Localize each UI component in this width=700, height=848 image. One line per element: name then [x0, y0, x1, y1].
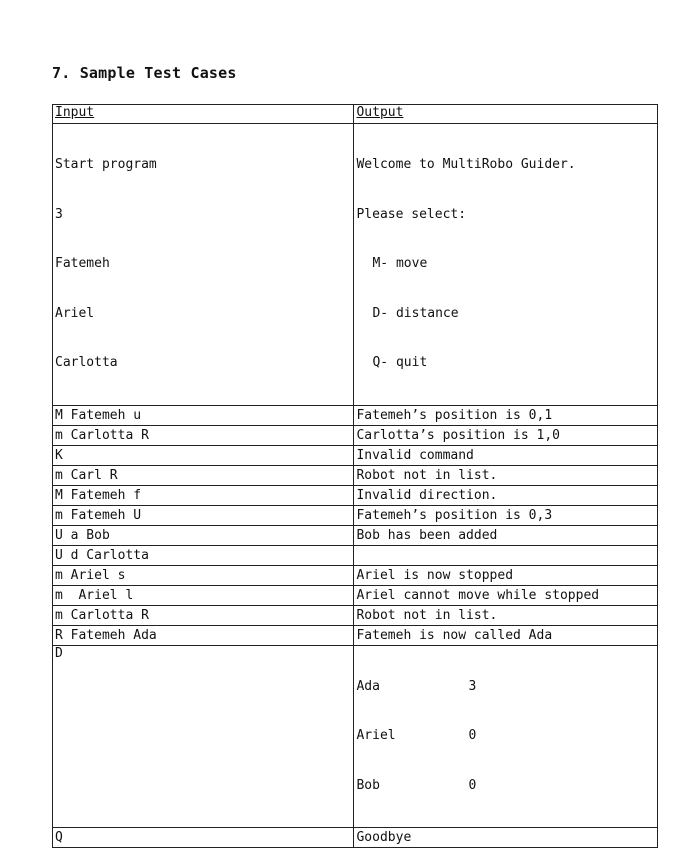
- table-row: [53, 525, 658, 545]
- quit-output-cell: Goodbye: [354, 828, 658, 848]
- input-line: Carlotta: [55, 355, 118, 370]
- quit-row: [53, 828, 658, 848]
- menu-option: M- move: [372, 256, 428, 271]
- input-line: 3: [55, 206, 63, 222]
- distance-entry: [356, 728, 655, 745]
- intro-input-cell: [53, 124, 354, 406]
- table-row: [53, 405, 658, 425]
- table-row: [53, 445, 658, 465]
- table-row: [53, 465, 658, 485]
- input-cell: m Fatemeh U: [53, 505, 354, 525]
- output-cell: Ariel cannot move while stopped: [354, 585, 658, 605]
- input-line: Fatemeh: [55, 256, 110, 271]
- output-cell: Invalid command: [354, 445, 658, 465]
- output-line: Welcome to MultiRobo Guider.: [356, 157, 576, 172]
- robot-name: Ariel: [356, 728, 396, 743]
- table-row: [53, 565, 658, 585]
- robot-name: Bob: [356, 777, 380, 793]
- quit-input-cell: Q: [53, 828, 354, 848]
- input-cell: U d Carlotta: [53, 545, 354, 565]
- table-row: [53, 545, 658, 565]
- intro-row: [53, 124, 658, 406]
- robot-distance: 0: [468, 728, 477, 743]
- table-row: [53, 425, 658, 445]
- table-row: [53, 625, 658, 645]
- input-column-header: Input: [53, 105, 354, 124]
- robot-distance: 3: [468, 678, 477, 694]
- input-cell: m Carlotta R: [53, 605, 354, 625]
- robot-distance: 0: [468, 777, 477, 793]
- robot-name: Ada: [356, 678, 380, 694]
- output-cell: Fatemeh’s position is 0,1: [354, 405, 658, 425]
- input-line: Ariel: [55, 305, 95, 321]
- output-column-header: Output: [354, 105, 658, 124]
- input-cell: m Ariel s: [53, 565, 354, 585]
- input-cell: m Carlotta R: [53, 425, 354, 445]
- table-row: [53, 485, 658, 505]
- output-cell: Invalid direction.: [354, 485, 658, 505]
- distance-input-cell: D: [53, 645, 354, 828]
- section-heading: 7. Sample Test Cases: [52, 64, 237, 82]
- input-cell: m Carl R: [53, 465, 354, 485]
- input-cell: K: [53, 445, 354, 465]
- table-row: [53, 505, 658, 525]
- output-cell: Ariel is now stopped: [354, 565, 658, 585]
- output-cell: Carlotta’s position is 1,0: [354, 425, 658, 445]
- output-cell: [354, 545, 658, 565]
- output-line: Please select:: [356, 206, 467, 222]
- table-row: [53, 605, 658, 625]
- output-cell: Robot not in list.: [354, 465, 658, 485]
- input-cell: R Fatemeh Ada: [53, 625, 354, 645]
- input-line: Start program: [55, 157, 157, 172]
- distance-entry: [356, 679, 655, 696]
- input-cell: m Ariel l: [53, 585, 354, 605]
- distance-row: [53, 645, 658, 828]
- output-cell: Fatemeh’s position is 0,3: [354, 505, 658, 525]
- distance-output-cell: [354, 645, 658, 828]
- menu-option: Q- quit: [372, 355, 428, 370]
- intro-output-cell: [354, 124, 658, 406]
- output-cell: Bob has been added: [354, 525, 658, 545]
- menu-option: D- distance: [372, 305, 459, 321]
- table-header-row: [53, 105, 658, 124]
- input-cell: U a Bob: [53, 525, 354, 545]
- output-cell: Robot not in list.: [354, 605, 658, 625]
- input-cell: M Fatemeh f: [53, 485, 354, 505]
- test-cases-table: [52, 104, 658, 848]
- distance-entry: [356, 778, 655, 795]
- table-row: [53, 585, 658, 605]
- input-cell: M Fatemeh u: [53, 405, 354, 425]
- output-cell: Fatemeh is now called Ada: [354, 625, 658, 645]
